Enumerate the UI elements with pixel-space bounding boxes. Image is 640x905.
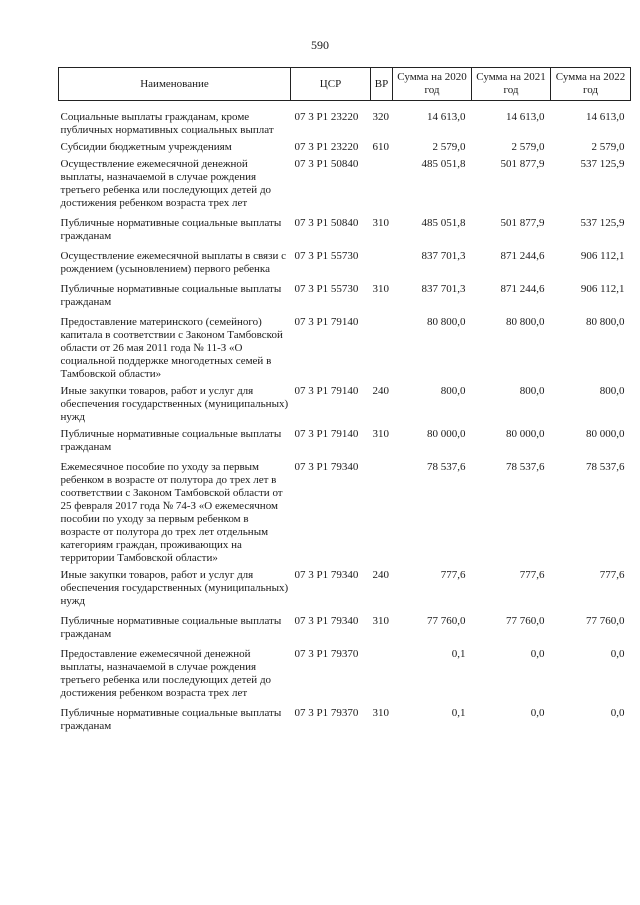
table-row	[59, 250, 631, 276]
cell-name: Публичные нормативные социальные выплаты гражданам	[60, 615, 282, 640]
cell-sum-2020: 777,6	[440, 569, 466, 581]
page-number: 590	[311, 38, 329, 52]
cell-vr: 610	[372, 141, 389, 153]
table-row	[59, 316, 631, 381]
header-name: Наименование	[59, 68, 291, 101]
row-spacer-cell	[59, 608, 631, 615]
row-spacer	[59, 276, 631, 283]
cell-sum-2022: 777,6	[599, 569, 625, 581]
cell-sum-2021: 2 579,0	[511, 141, 545, 153]
table-row	[59, 111, 631, 137]
row-spacer-cell	[59, 101, 631, 112]
cell-sum-2020: 485 051,8	[421, 217, 466, 229]
cell-name: Осуществление ежемесячной денежной выплаты, назначаемой в случае рождения третьего ребенка или последующих детей до достижения ребенком возраста трех лет	[60, 158, 272, 209]
table-row	[59, 385, 631, 424]
cell-sum-2021: 14 613,0	[506, 111, 545, 123]
row-spacer	[59, 608, 631, 615]
cell-sum-2022: 14 613,0	[586, 111, 625, 123]
cell-csr: 07 3 Р1 23220	[294, 141, 359, 153]
budget-table	[58, 67, 631, 733]
cell-vr: 310	[372, 707, 389, 719]
cell-name: Публичные нормативные социальные выплаты гражданам	[60, 707, 282, 732]
table-row	[59, 141, 631, 154]
cell-sum-2020: 78 537,6	[427, 461, 466, 473]
cell-vr: 240	[372, 385, 389, 397]
cell-sum-2020: 14 613,0	[427, 111, 466, 123]
cell-sum-2020: 2 579,0	[432, 141, 466, 153]
row-spacer-cell	[59, 276, 631, 283]
cell-sum-2020: 0,1	[451, 707, 466, 719]
row-spacer	[59, 309, 631, 316]
row-spacer-cell	[59, 309, 631, 316]
cell-csr: 07 3 Р1 79140	[294, 316, 359, 328]
cell-name: Иные закупки товаров, работ и услуг для обеспечения государственных (муниципальных) нужд	[60, 385, 289, 423]
row-spacer-cell	[59, 641, 631, 648]
cell-sum-2021: 78 537,6	[506, 461, 545, 473]
row-spacer-cell	[59, 700, 631, 707]
row-spacer	[59, 454, 631, 461]
cell-vr	[371, 461, 393, 565]
header-csr: ЦСР	[291, 68, 371, 101]
cell-csr: 07 3 Р1 79140	[294, 385, 359, 397]
cell-name: Ежемесячное пособие по уходу за первым ребенком в возрасте от полутора до трех лет в соответствии с Законом Тамбовской области от 25 февраля 2017 года № 74-З «О ежемесячном пособии по уходу за первым ребенком в возрасте от полутора до трех лет отдельным категориям граждан, проживающих на территории Тамбовской области»	[60, 461, 283, 564]
cell-sum-2021: 80 800,0	[506, 316, 545, 328]
cell-csr: 07 3 Р1 55730	[294, 250, 359, 262]
row-spacer	[59, 101, 631, 112]
cell-sum-2021: 501 877,9	[500, 158, 545, 170]
row-spacer	[59, 210, 631, 217]
cell-sum-2022: 78 537,6	[586, 461, 625, 473]
table-row	[59, 461, 631, 565]
cell-name: Предоставление материнского (семейного) капитала в соответствии с Законом Тамбовской области от 26 мая 2011 года № 11-З «О социальной поддержке многодетных семей в Тамбовской области»	[60, 316, 283, 380]
cell-csr: 07 3 Р1 55730	[294, 283, 359, 295]
cell-name: Субсидии бюджетным учреждениям	[60, 141, 232, 153]
cell-csr: 07 3 Р1 79370	[294, 648, 359, 660]
row-spacer-cell	[59, 243, 631, 250]
cell-sum-2021: 80 000,0	[506, 428, 545, 440]
row-spacer	[59, 641, 631, 648]
cell-csr: 07 3 Р1 50840	[294, 217, 359, 229]
cell-name: Публичные нормативные социальные выплаты гражданам	[60, 428, 282, 453]
cell-csr: 07 3 Р1 79340	[294, 461, 359, 473]
row-spacer-cell	[59, 454, 631, 461]
cell-sum-2021: 871 244,6	[500, 250, 545, 262]
cell-sum-2021: 77 760,0	[506, 615, 545, 627]
cell-csr: 07 3 Р1 79140	[294, 428, 359, 440]
cell-sum-2021: 777,6	[519, 569, 545, 581]
cell-sum-2020: 80 000,0	[427, 428, 466, 440]
header-sum-2020: Сумма на 2020 год	[393, 68, 472, 101]
cell-sum-2022: 906 112,1	[580, 283, 625, 295]
table-header-row	[59, 68, 631, 101]
cell-name: Социальные выплаты гражданам, кроме публичных нормативных социальных выплат	[60, 111, 274, 136]
row-spacer	[59, 243, 631, 250]
cell-sum-2022: 906 112,1	[580, 250, 625, 262]
cell-vr: 240	[372, 569, 389, 581]
cell-sum-2022: 80 800,0	[586, 316, 625, 328]
table-row	[59, 648, 631, 700]
cell-sum-2020: 0,1	[451, 648, 466, 660]
cell-name: Публичные нормативные социальные выплаты гражданам	[60, 283, 282, 308]
cell-vr	[371, 250, 393, 276]
cell-csr: 07 3 Р1 79340	[294, 569, 359, 581]
header-vr: ВР	[371, 68, 393, 101]
cell-sum-2022: 0,0	[610, 648, 625, 660]
cell-sum-2020: 485 051,8	[421, 158, 466, 170]
cell-sum-2021: 501 877,9	[500, 217, 545, 229]
table-body	[59, 101, 631, 734]
cell-sum-2020: 77 760,0	[427, 615, 466, 627]
cell-sum-2020: 837 701,3	[421, 250, 466, 262]
cell-sum-2022: 2 579,0	[591, 141, 625, 153]
cell-vr: 310	[372, 217, 389, 229]
cell-sum-2021: 800,0	[519, 385, 545, 397]
cell-sum-2022: 80 000,0	[586, 428, 625, 440]
header-sum-2022: Сумма на 2022 год	[551, 68, 631, 101]
cell-sum-2021: 0,0	[530, 707, 545, 719]
cell-vr	[371, 648, 393, 700]
cell-name: Предоставление ежемесячной денежной выплаты, назначаемой в случае рождения третьего ребенка или последующих детей до достижения ребенком возраста трех лет	[60, 648, 272, 699]
cell-sum-2022: 537 125,9	[580, 217, 625, 229]
cell-name: Публичные нормативные социальные выплаты гражданам	[60, 217, 282, 242]
cell-sum-2020: 80 800,0	[427, 316, 466, 328]
cell-sum-2021: 871 244,6	[500, 283, 545, 295]
cell-sum-2020: 800,0	[440, 385, 466, 397]
table-row	[59, 217, 631, 243]
row-spacer	[59, 700, 631, 707]
cell-sum-2021: 0,0	[530, 648, 545, 660]
cell-vr: 310	[372, 283, 389, 295]
cell-vr	[371, 158, 393, 210]
header-sum-2021: Сумма на 2021 год	[472, 68, 551, 101]
table-row	[59, 283, 631, 309]
table-row	[59, 707, 631, 733]
cell-csr: 07 3 Р1 23220	[294, 111, 359, 123]
table-row	[59, 158, 631, 210]
row-spacer-cell	[59, 210, 631, 217]
cell-csr: 07 3 Р1 79340	[294, 615, 359, 627]
cell-name: Иные закупки товаров, работ и услуг для обеспечения государственных (муниципальных) нужд	[60, 569, 289, 607]
cell-sum-2020: 837 701,3	[421, 283, 466, 295]
cell-sum-2022: 537 125,9	[580, 158, 625, 170]
cell-vr: 310	[372, 615, 389, 627]
table-row	[59, 569, 631, 608]
cell-csr: 07 3 Р1 79370	[294, 707, 359, 719]
cell-vr: 320	[372, 111, 389, 123]
cell-sum-2022: 800,0	[599, 385, 625, 397]
cell-csr: 07 3 Р1 50840	[294, 158, 359, 170]
cell-sum-2022: 77 760,0	[586, 615, 625, 627]
table-row	[59, 615, 631, 641]
cell-vr	[371, 316, 393, 381]
cell-sum-2022: 0,0	[610, 707, 625, 719]
cell-name: Осуществление ежемесячной выплаты в связи с рождением (усыновлением) первого ребенка	[60, 250, 286, 275]
table-row	[59, 428, 631, 454]
cell-vr: 310	[372, 428, 389, 440]
